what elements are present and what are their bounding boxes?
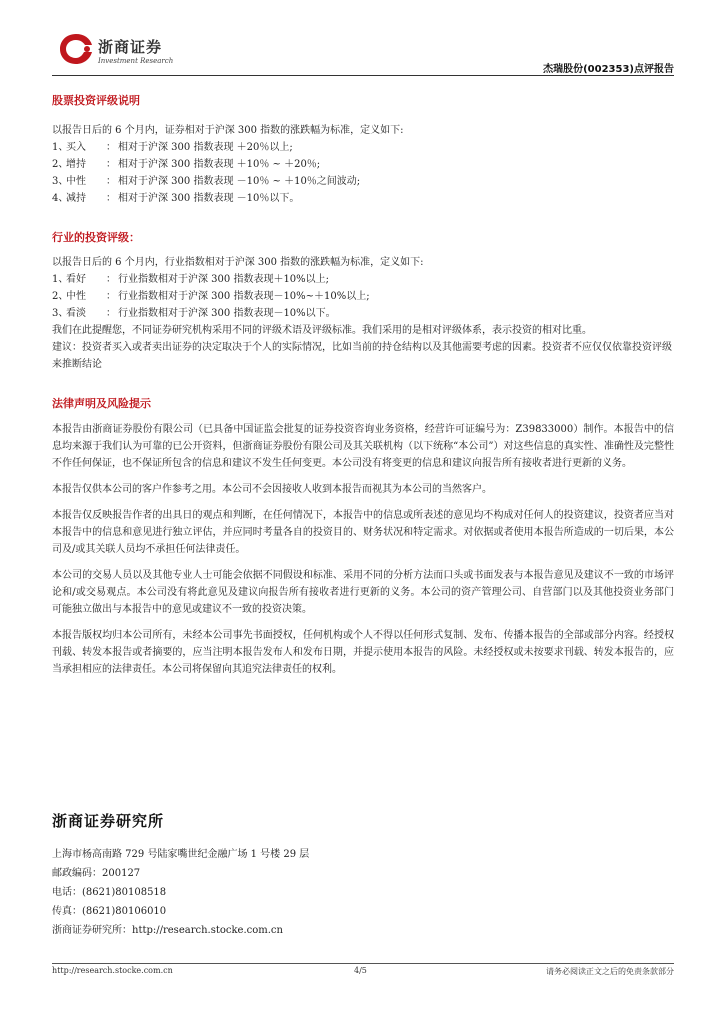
company-website: 浙商证券研究所：http://research.stocke.com.cn	[52, 925, 283, 936]
industry-rating-title: 行业的投资评级：	[52, 231, 140, 244]
legal-section	[52, 395, 674, 678]
page-footer	[52, 966, 674, 980]
stock-rating-item	[52, 156, 674, 173]
rating-label: 中性	[66, 291, 86, 302]
rating-colon: ：	[106, 142, 116, 153]
zheshang-logo-icon	[58, 32, 94, 66]
page-number: 4/5	[354, 966, 367, 975]
legal-paragraph: 本报告由浙商证券股份有限公司（已具备中国证监会批复的证券投资咨询业务资格，经营许可证编号为：Z39833000）制作。本报告中的信息均来源于我们认为可靠的已公开资料，但浙商证券股份有限公司及其关联机构（以下统称“本公司”）对这些信息的真实性、准确性及完整性不作任何保证，也不保证所包含的信息和建议不发生任何变更。本公司没有将变更的信息和建议向报告所有接收者进行更新的义务。	[52, 424, 674, 469]
footer-divider	[52, 963, 674, 964]
rating-label: 看淡	[66, 308, 86, 319]
company-address: 上海市杨高南路 729 号陆家嘴世纪金融广场 1 号楼 29 层	[52, 849, 310, 860]
rating-colon: ：	[106, 193, 116, 204]
rating-label: 买入	[66, 142, 86, 153]
company-info	[52, 810, 674, 940]
rating-description: 相对于沪深 300 指数表现 －10％以下。	[118, 193, 300, 204]
legal-paragraph: 本报告版权均归本公司所有，未经本公司事先书面授权，任何机构或个人不得以任何形式复制、发布、传播本报告的全部或部分内容。经授权刊载、转发本报告或者摘要的，应当注明本报告发布人和发布日期，并提示使用本报告的风险。未经授权或未按要求刊载、转发本报告的，应当承担相应的法律责任。本公司将保留向其追究法律责任的权利。	[52, 630, 674, 675]
industry-rating-item	[52, 288, 674, 305]
rating-label: 看好	[66, 274, 86, 285]
rating-number: 4、	[52, 193, 69, 204]
rating-colon: ：	[106, 308, 116, 319]
legal-paragraph: 本报告仅反映报告作者的出具日的观点和判断，在任何情况下，本报告中的信息或所表述的意见均不构成对任何人的投资建议，投资者应当对本报告中的信息和意见进行独立评估，并应同时考量各自的投资目的、财务状况和特定需求。对依据或者使用本报告所造成的一切后果，本公司及/或其关联人员均不承担任何法律责任。	[52, 510, 674, 555]
rating-number: 3、	[52, 176, 69, 187]
rating-number: 1、	[52, 142, 69, 153]
rating-number: 2、	[52, 159, 69, 170]
stock-rating-section	[52, 92, 674, 207]
footer-url-link[interactable]: http://research.stocke.com.cn	[52, 966, 173, 975]
rating-label: 中性	[66, 176, 86, 187]
rating-colon: ：	[106, 274, 116, 285]
legal-paragraph: 本公司的交易人员以及其他专业人士可能会依据不同假设和标准、采用不同的分析方法而口头或书面发表与本报告意见及建议不一致的市场评论和/或交易观点。本公司没有将此意见及建议向报告所有接收者进行更新的义务。本公司的资产管理公司、自营部门以及其他投资业务部门可能独立做出与本报告中的意见或建议不一致的投资决策。	[52, 570, 674, 615]
stock-rating-title: 股票投资评级说明	[52, 94, 140, 107]
header-divider	[52, 75, 674, 76]
rating-description: 行业指数相对于沪深 300 指数表现－10%以下。	[118, 308, 336, 319]
rating-number: 2、	[52, 291, 69, 302]
rating-colon: ：	[106, 159, 116, 170]
rating-colon: ：	[106, 291, 116, 302]
legal-paragraph: 本报告仅供本公司的客户作参考之用。本公司不会因接收人收到本报告而视其为本公司的当然客户。	[52, 484, 492, 495]
company-postcode: 邮政编码：200127	[52, 868, 141, 879]
logo-company-name: 浙商证券	[98, 38, 163, 56]
rating-colon: ：	[106, 176, 116, 187]
industry-rating-section	[52, 229, 674, 373]
company-fax: 传真：(8621)80106010	[52, 906, 167, 917]
rating-number: 3、	[52, 308, 69, 319]
industry-rating-intro: 以报告日后的 6 个月内，行业指数相对于沪深 300 指数的涨跌幅为标准，定义如下:	[52, 257, 424, 268]
main-content	[52, 92, 674, 687]
legal-title: 法律声明及风险提示	[52, 397, 151, 410]
page-header	[52, 30, 674, 76]
rating-number: 1、	[52, 274, 69, 285]
company-name: 浙商证券研究所	[52, 812, 165, 830]
report-title: 杰瑞股份(002353)点评报告	[543, 64, 674, 75]
rating-description: 相对于沪深 300 指数表现 ＋20％以上;	[118, 142, 293, 153]
rating-label: 减持	[66, 193, 86, 204]
stock-rating-intro: 以报告日后的 6 个月内，证券相对于沪深 300 指数的涨跌幅为标准，定义如下:	[52, 125, 404, 136]
rating-system-note: 我们在此提醒您，不同证券研究机构采用不同的评级术语及评级标准。我们采用的是相对评级体系，表示投资的相对比重。	[52, 325, 592, 336]
rating-description: 行业指数相对于沪深 300 指数表现－10%~＋10%以上;	[118, 291, 370, 302]
investment-advice-note: 建议：投资者买入或者卖出证券的决定取决于个人的实际情况，比如当前的持仓结构以及其他需要考虑的因素。投资者不应仅仅依靠投资评级来推断结论	[52, 342, 672, 370]
rating-description: 行业指数相对于沪深 300 指数表现＋10%以上;	[118, 274, 330, 285]
rating-description: 相对于沪深 300 指数表现 ＋10％ ~ ＋20％;	[118, 159, 321, 170]
stock-rating-item	[52, 139, 674, 156]
industry-rating-item	[52, 271, 674, 288]
logo-tagline: Investment Research	[98, 57, 174, 65]
disclaimer-note: 请务必阅读正文之后的免责条款部分	[546, 967, 674, 976]
company-phone: 电话：(8621)80108518	[52, 887, 167, 898]
rating-label: 增持	[66, 159, 86, 170]
rating-description: 相对于沪深 300 指数表现 －10％ ~ ＋10％之间波动;	[118, 176, 361, 187]
industry-rating-item	[52, 305, 674, 322]
stock-rating-item	[52, 173, 674, 190]
stock-rating-item	[52, 190, 674, 207]
